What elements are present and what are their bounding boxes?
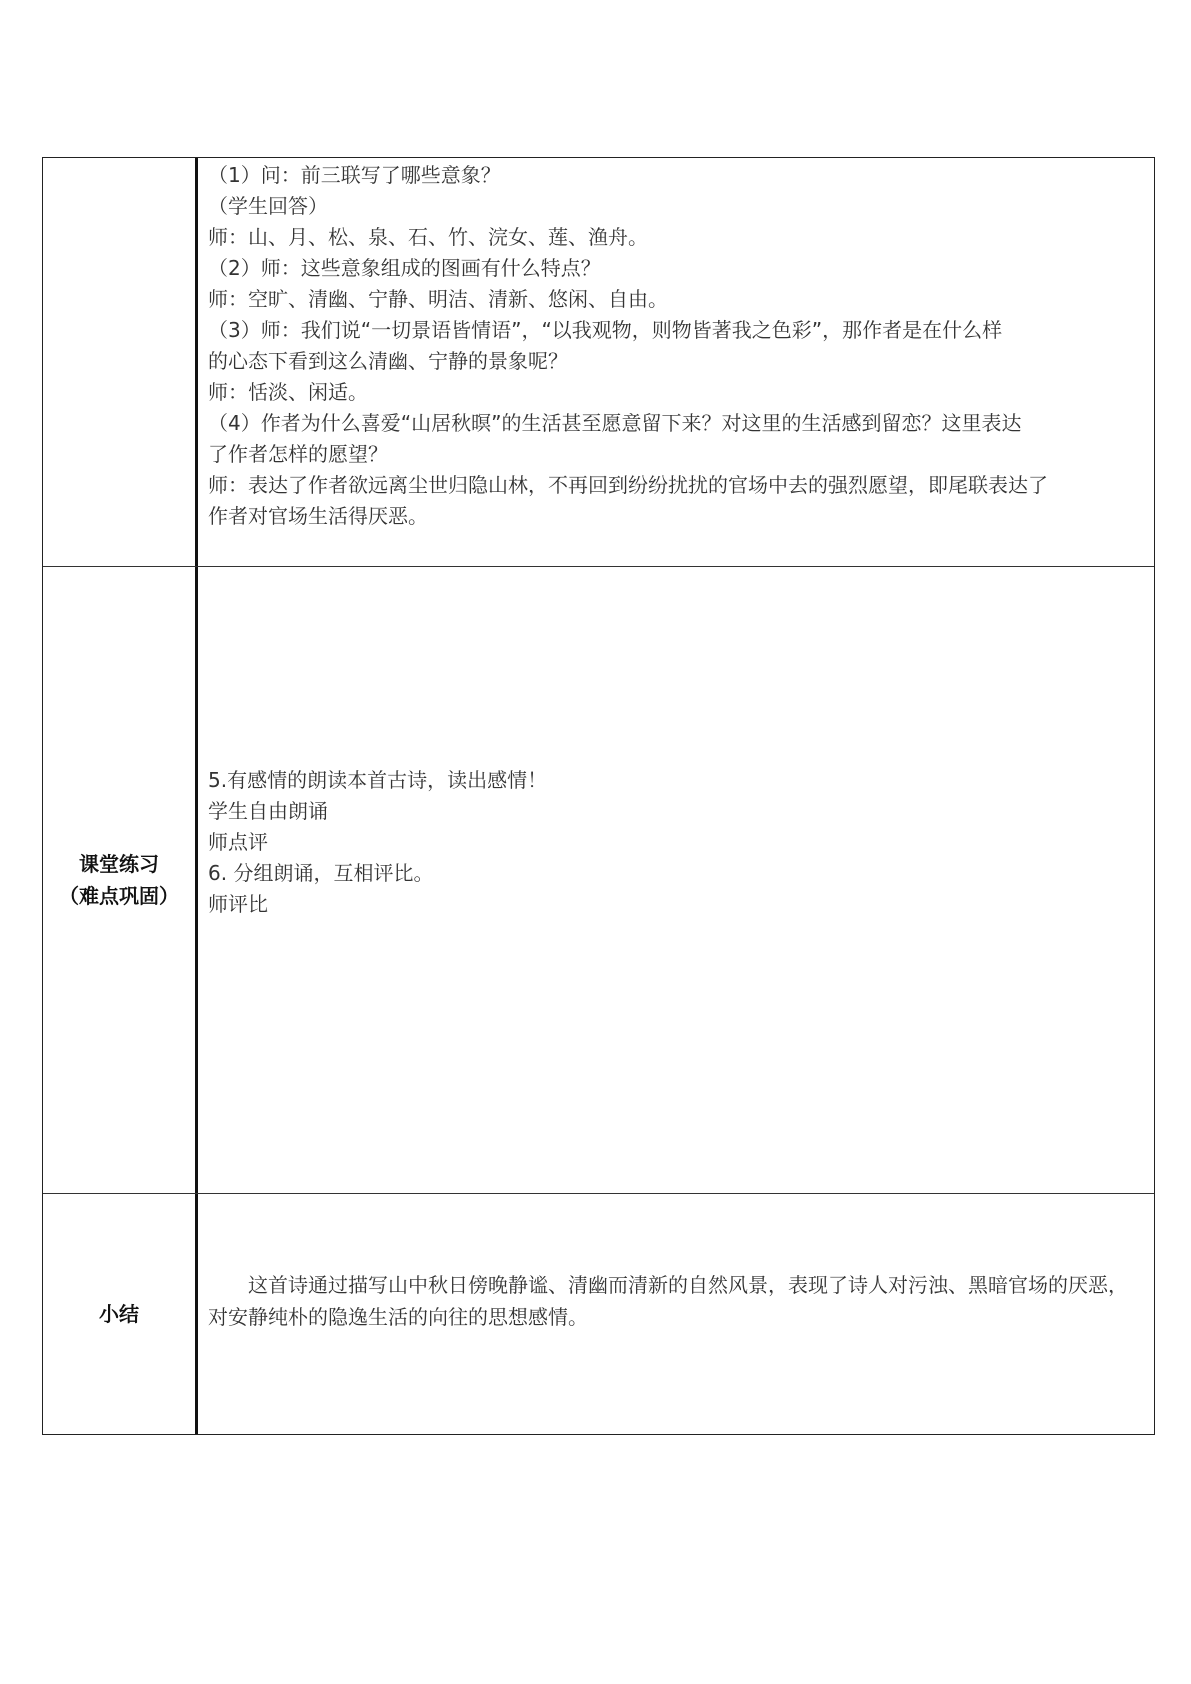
row-label-practice	[43, 567, 198, 1193]
text-line: 师：山、月、松、泉、石、竹、浣女、莲、渔舟。	[208, 225, 648, 249]
table-row-practice	[43, 566, 1154, 1193]
text-line: 5.有感情的朗读本首古诗，读出感情！	[208, 768, 548, 792]
text-line: （1）问：前三联写了哪些意象？	[208, 163, 501, 187]
text-line: 了作者怎样的愿望？	[208, 442, 388, 466]
text-line: （2）师：这些意象组成的图画有什么特点？	[208, 256, 601, 280]
summary-paragraph: 这首诗通过描写山中秋日傍晚静谧、清幽而清新的自然风景，表现了诗人对污浊、黑暗官场的厌恶，对安静纯朴的隐逸生活的向往的思想感情。	[208, 1273, 1128, 1329]
table-row-teaching-process	[43, 158, 1154, 566]
row-content-practice	[198, 567, 1154, 1193]
text-line: 学生自由朗诵	[208, 799, 328, 823]
row-label-summary: 小结	[43, 1194, 198, 1434]
row-label-empty	[43, 158, 198, 566]
text-line: 师：表达了作者欲远离尘世归隐山林，不再回到纷纷扰扰的官场中去的强烈愿望，即尾联表达了	[208, 473, 1048, 497]
text-line: 师点评	[208, 830, 268, 854]
text-line: 6. 分组朗诵，互相评比。	[208, 861, 434, 885]
row-content-summary	[198, 1194, 1154, 1434]
text-line: 的心态下看到这么清幽、宁静的景象呢？	[208, 349, 568, 373]
text-line: （学生回答）	[208, 194, 328, 218]
text-line: （3）师：我们说“一切景语皆情语”，“以我观物，则物皆著我之色彩”，那作者是在什么样	[208, 318, 1003, 342]
text-line: 师：空旷、清幽、宁静、明洁、清新、悠闲、自由。	[208, 287, 668, 311]
text-line: 作者对官场生活得厌恶。	[208, 504, 428, 528]
label-line: 课堂练习	[79, 852, 159, 876]
text-line: 师评比	[208, 892, 268, 916]
label-line: （难点巩固）	[59, 884, 179, 908]
table-row-summary	[43, 1193, 1154, 1434]
text-line: 师：恬淡、闲适。	[208, 380, 368, 404]
lesson-plan-table	[42, 157, 1155, 1435]
row-content-questions	[198, 158, 1154, 566]
text-line: （4）作者为什么喜爱“山居秋暝”的生活甚至愿意留下来？对这里的生活感到留恋？这里表达	[208, 411, 1022, 435]
